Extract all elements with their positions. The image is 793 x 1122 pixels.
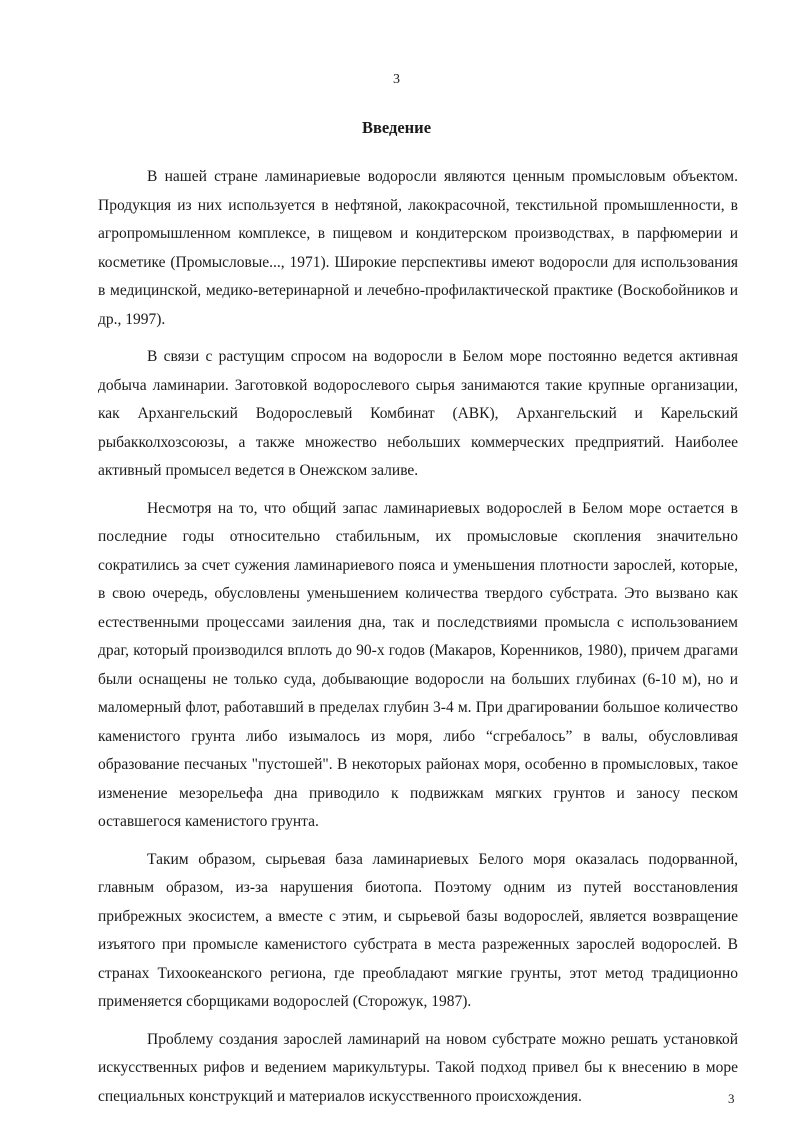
- page-number-bottom: 3: [728, 1091, 735, 1106]
- paragraph-5: Проблему создания зарослей ламинарий на новом субстрате можно решать установкой искусственных рифов и ведением марикультуры. Такой подход привел бы к внесению в море специальных конструкций и материалов искусственного происхождения.: [98, 1030, 738, 1105]
- paragraph-2: В связи с растущим спросом на водоросли в Белом море постоянно ведется активная добыча ламинарии. Заготовкой водорослевого сырья занимаются такие крупные организации, как Архангельский Водорослевый Комбинат (АВК), Архангельский и Карельский рыбакколхозсоюзы, а также множество небольших коммерческих предприятий. Наиболее активный промысел ведется в Онежском заливе.: [98, 348, 738, 479]
- page-title: Введение: [361, 118, 432, 137]
- paragraph-3: Несмотря на то, что общий запас ламинариевых водорослей в Белом море остается в последние годы относительно стабильным, их промысловые скопления значительно сократились за счет сужения ламинариевого пояса и уменьшения плотности зарослей, которые, в свою очередь, обусловлены уменьшением количества твердого субстрата. Это вызвано как естественными процессами заиления дна, так и последствиями промысла с использованием драг, который производился вплоть до 90-х годов (Макаров, Коренников, 1980), причем драгами были оснащены не только суда, добывающие водоросли на больших глубинах (6-10 м), но и маломерный флот, работавший в пределах глубин 3-4 м. При драгировании большое количество каменистого грунта либо изымалось из моря, либо “сгребалось” в валы, обусловливая образование песчаных "пустошей". В некоторых районах моря, особенно в промысловых, такое изменение мезорельефа дна приводило к подвижкам мягких грунтов и заносу песком оставшегося каменистого грунта.: [98, 499, 738, 830]
- page-number-top: 3: [393, 72, 400, 87]
- paragraph-1: В нашей стране ламинариевые водоросли являются ценным промысловым объектом. Продукция из них используется в нефтяной, лакокрасочной, текстильной промышленности, в агропромышленном комплексе, в пищевом и кондитерском производствах, в парфюмерии и косметике (Промысловые..., 1971). Широкие перспективы имеют водоросли для использования в медицинской, медико-ветеринарной и лечебно-профилактической практике (Воскобойников и др., 1997).: [98, 168, 738, 328]
- paragraph-4: Таким образом, сырьевая база ламинариевых Белого моря оказалась подорванной, главным образом, из-за нарушения биотопа. Поэтому одним из путей восстановления прибрежных экосистем, а вместе с этим, и сырьевой базы водорослей, является возвращение изъятого при промысле каменистого субстрата в места разреженных зарослей водорослей. В странах Тихоокеанского региона, где преобладают мягкие грунты, этот метод традиционно применяется сборщиками водорослей (Сторожук, 1987).: [98, 850, 738, 1010]
- document-body: [98, 163, 738, 1120]
